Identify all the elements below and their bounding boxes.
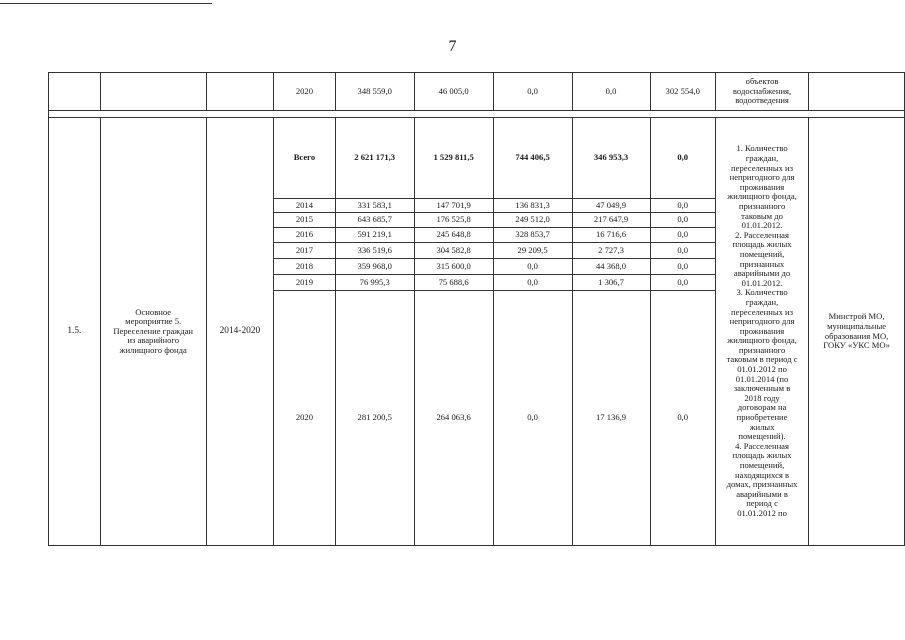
value-regional: 0,0 [493, 259, 572, 275]
indicator-line: 2018 году [744, 392, 780, 403]
prev-period-cell [206, 73, 273, 111]
indicator-line: помещений, [739, 460, 785, 471]
value-other: 0,0 [650, 228, 715, 243]
value-other: 0,0 [650, 291, 715, 546]
value-federal: 304 582,8 [414, 243, 493, 259]
prev-activity-cell [100, 73, 206, 111]
prev-value-regional: 0,0 [493, 73, 572, 111]
prev-executor-cell [809, 73, 905, 111]
value-total: 76 995,3 [335, 275, 414, 291]
executor-line: муниципальные [827, 320, 887, 331]
indicator-line: помещений). [738, 431, 786, 442]
indicator-line: 4. Расселенная [735, 440, 789, 451]
indicator-line: граждан, [745, 296, 779, 307]
value-regional: 249 512,0 [493, 213, 572, 228]
activity-line: жилищного фонда [119, 344, 187, 355]
indicator-line: аварийными в [736, 488, 788, 499]
value-federal: 264 063,6 [414, 291, 493, 546]
activity-line: Переселение граждан [113, 325, 194, 336]
indicator-line: площадь жилых [732, 239, 792, 250]
value-total: 281 200,5 [335, 291, 414, 546]
indicator-line: переселенных из [731, 162, 794, 173]
value-municipal: 2 727,3 [572, 243, 650, 259]
indicator-line: 01.01.2012 по [737, 364, 787, 375]
indicator-line: жилых [749, 421, 775, 432]
value-other: 0,0 [650, 243, 715, 259]
executor-cell [809, 118, 905, 546]
indicators-cell [715, 118, 808, 546]
indicator-line: признанного [738, 200, 786, 211]
prev-indicator-line: водоотведения [735, 95, 789, 106]
indicator-line: договорам на [737, 402, 787, 413]
indicator-line: переселенных из [731, 306, 794, 317]
year-cell: 2019 [274, 275, 336, 291]
value-other: 0,0 [650, 275, 715, 291]
year-cell: 2018 [274, 259, 336, 275]
activity-line: мероприятие 5. [125, 316, 182, 327]
prev-indicator-line: водоснабжения, [732, 85, 792, 96]
period-cell: 2014-2020 [206, 118, 273, 546]
indicator-line: 01.01.2012. [741, 220, 783, 231]
total-label-cell: Всего [274, 118, 336, 199]
prev-value-municipal: 0,0 [572, 73, 650, 111]
year-cell: 2014 [274, 199, 336, 213]
executor-line: Минстрой МО, [828, 311, 885, 322]
indicator-line: аварийными до [733, 268, 791, 279]
activity-line: из аварийного [127, 335, 180, 346]
prev-indicator-line: объектов [745, 76, 779, 87]
indicator-line: таковым в период с [726, 354, 798, 365]
total-value-other: 0,0 [650, 118, 715, 199]
value-other: 0,0 [650, 213, 715, 228]
value-regional: 0,0 [493, 275, 572, 291]
value-other: 0,0 [650, 259, 715, 275]
value-federal: 245 648,8 [414, 228, 493, 243]
activity-name-cell [100, 118, 206, 546]
year-cell: 2016 [274, 228, 336, 243]
indicator-line: проживания [739, 325, 785, 336]
value-total: 336 519,6 [335, 243, 414, 259]
value-total: 331 583,1 [335, 199, 414, 213]
prev-year-cell: 2020 [274, 73, 336, 111]
value-regional: 136 831,3 [493, 199, 572, 213]
program-table [48, 72, 905, 546]
total-value-total: 2 621 171,3 [335, 118, 414, 199]
indicator-line: граждан, [745, 153, 779, 164]
indicator-line: 01.01.2012. [741, 277, 783, 288]
total-value-municipal: 346 953,3 [572, 118, 650, 199]
prev-value-federal: 46 005,0 [414, 73, 493, 111]
value-municipal: 217 647,9 [572, 213, 650, 228]
section-number-cell: 1.5. [49, 118, 101, 546]
value-municipal: 47 049,9 [572, 199, 650, 213]
prev-section-row [49, 73, 905, 111]
value-total: 591 219,1 [335, 228, 414, 243]
indicator-line: жилищного фонда, [727, 335, 797, 346]
total-value-federal: 1 529 811,5 [414, 118, 493, 199]
executor-line: ГОКУ «УКС МО» [823, 340, 890, 351]
total-value-regional: 744 406,5 [493, 118, 572, 199]
value-municipal: 16 716,6 [572, 228, 650, 243]
value-other: 0,0 [650, 199, 715, 213]
value-regional: 29 209,5 [493, 243, 572, 259]
page-number: 7 [448, 38, 457, 55]
indicator-line: приобретение [736, 412, 788, 423]
indicator-line: 1. Количество [736, 143, 788, 154]
indicator-line: период с [746, 498, 778, 509]
indicator-line: проживания [739, 181, 785, 192]
prev-value-other: 302 554,0 [650, 73, 715, 111]
indicator-line: 2. Расселенная [735, 229, 789, 240]
indicator-line: 01.01.2014 (по [735, 373, 789, 384]
indicator-line: непригодного для [729, 316, 795, 327]
indicator-line: находящихся в [735, 469, 790, 480]
indicator-line: площадь жилых [732, 450, 792, 461]
year-cell: 2020 [274, 291, 336, 546]
value-regional: 328 853,7 [493, 228, 572, 243]
indicator-line: 3. Количество [736, 287, 788, 298]
value-federal: 147 701,9 [414, 199, 493, 213]
value-federal: 75 688,6 [414, 275, 493, 291]
top-rule [0, 3, 212, 4]
value-municipal: 1 306,7 [572, 275, 650, 291]
total-row [49, 118, 905, 199]
value-federal: 176 525,8 [414, 213, 493, 228]
value-municipal: 17 136,9 [572, 291, 650, 546]
year-cell: 2015 [274, 213, 336, 228]
prev-indicator-cell [715, 73, 808, 111]
indicator-line: признанных [739, 258, 785, 269]
executor-line: образования МО, [824, 330, 889, 341]
indicator-line: помещений, [739, 248, 785, 259]
indicator-line: жилищного фонда, [727, 191, 797, 202]
value-municipal: 44 368,0 [572, 259, 650, 275]
indicator-line: заключенным в [733, 383, 791, 394]
indicator-line: таковым до [741, 210, 783, 221]
value-total: 359 968,0 [335, 259, 414, 275]
value-regional: 0,0 [493, 291, 572, 546]
indicator-line: непригодного для [729, 172, 795, 183]
value-total: 643 685,7 [335, 213, 414, 228]
section-separator [49, 111, 905, 118]
indicator-line: домах, признанных [726, 479, 798, 490]
prev-value-total: 348 559,0 [335, 73, 414, 111]
indicator-line: 01.01.2012 по [737, 507, 787, 518]
activity-line: Основное [135, 306, 172, 317]
value-federal: 315 600,0 [414, 259, 493, 275]
year-cell: 2017 [274, 243, 336, 259]
indicator-line: признанного [738, 344, 786, 355]
prev-number-cell [49, 73, 101, 111]
